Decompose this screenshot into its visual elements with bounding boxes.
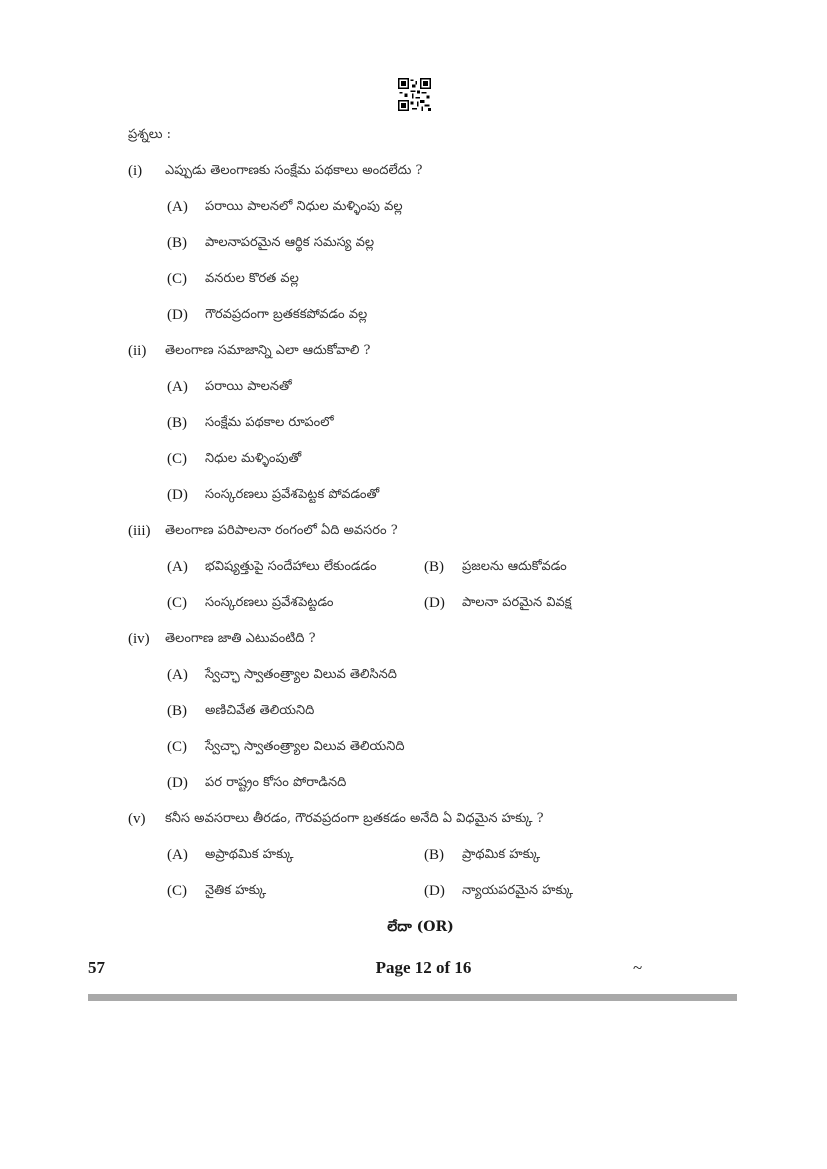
or-separator: లేదా (OR) — [387, 919, 454, 935]
option-row — [0, 225, 827, 261]
option-text: పర రాష్ట్రం కోసం పోరాడినది — [205, 775, 347, 790]
question-row — [0, 513, 827, 549]
question-text: ఎప్పుడు తెలంగాణకు సంక్షేమ పథకాలు అందలేదు ? — [165, 163, 423, 178]
question-section — [0, 117, 827, 945]
option-text: వనరుల కొరత వల్ల — [205, 271, 299, 286]
footer-mark: ~ — [633, 958, 643, 977]
option-text: స్వేచ్ఛా స్వాతంత్ర్యాల విలువ తెలియనిది — [205, 739, 405, 754]
option-label: (C) — [167, 271, 187, 287]
option-row — [0, 441, 827, 477]
option-label: (B) — [167, 703, 187, 719]
option-label: (B) — [424, 847, 444, 863]
option-label: (A) — [167, 199, 188, 215]
footer-rule — [88, 994, 737, 1001]
question-row — [0, 621, 827, 657]
option-text: న్యాయపరమైన హక్కు — [462, 883, 574, 898]
question-row — [0, 153, 827, 189]
paper-code: 57 — [88, 958, 105, 977]
option-text: గౌరవప్రదంగా బ్రతకకపోవడం వల్ల — [205, 307, 368, 322]
page-number: Page 12 of 16 — [375, 958, 472, 977]
option-row — [0, 693, 827, 729]
page-footer — [0, 958, 827, 984]
option-label: (B) — [167, 235, 187, 251]
section-header: ప్రశ్నలు : — [128, 127, 171, 142]
option-label: (C) — [167, 883, 187, 899]
option-text: సంస్కరణలు ప్రవేశపెట్టక పోవడంతో — [205, 487, 380, 502]
option-row — [0, 405, 827, 441]
option-text: ప్రజలను ఆదుకోవడం — [462, 559, 567, 574]
option-row — [0, 837, 827, 873]
option-row — [0, 657, 827, 693]
option-label: (C) — [167, 595, 187, 611]
option-label: (D) — [167, 487, 188, 503]
option-row — [0, 765, 827, 801]
option-label: (D) — [424, 595, 445, 611]
option-row — [0, 873, 827, 909]
question-number: (i) — [128, 163, 143, 179]
question-text: కనీస అవసరాలు తీరడం, గౌరవప్రదంగా బ్రతకడం అనేది ఏ విధమైన హక్కు ? — [165, 811, 544, 826]
option-label: (D) — [167, 775, 188, 791]
option-text: నైతిక హక్కు — [205, 883, 267, 898]
option-label: (B) — [167, 415, 187, 431]
option-row — [0, 261, 827, 297]
question-text: తెలంగాణ జాతి ఎటువంటిది ? — [165, 631, 316, 646]
question-number: (ii) — [128, 343, 147, 359]
option-text: పరాయి పాలనలో నిధుల మళ్ళింపు వల్ల — [205, 199, 403, 214]
question-text: తెలంగాణ సమాజాన్ని ఎలా ఆదుకోవాలి ? — [165, 343, 371, 358]
option-text: పాలనాపరమైన ఆర్థిక సమస్య వల్ల — [205, 235, 375, 250]
option-text: సంస్కరణలు ప్రవేశపెట్టడం — [205, 595, 334, 610]
option-label: (B) — [424, 559, 444, 575]
option-text: స్వేచ్ఛా స్వాతంత్ర్యాల విలువ తెలిసినది — [205, 667, 397, 682]
question-number: (iv) — [128, 631, 150, 647]
option-row — [0, 549, 827, 585]
question-number: (v) — [128, 811, 146, 827]
option-text: ప్రాథమిక హక్కు — [462, 847, 541, 862]
option-text: నిధుల మళ్ళింపుతో — [205, 451, 302, 466]
option-row — [0, 585, 827, 621]
option-text: సంక్షేమ పథకాల రూపంలో — [205, 415, 334, 430]
question-number: (iii) — [128, 523, 151, 539]
option-text: పాలనా పరమైన వివక్ష — [462, 595, 572, 610]
qr-code — [398, 78, 431, 111]
option-row — [0, 189, 827, 225]
option-row — [0, 729, 827, 765]
option-label: (C) — [167, 451, 187, 467]
option-label: (D) — [167, 307, 188, 323]
option-label: (A) — [167, 847, 188, 863]
option-text: భవిష్యత్తుపై సందేహాలు లేకుండడం — [205, 559, 377, 574]
option-label: (C) — [167, 739, 187, 755]
option-label: (A) — [167, 379, 188, 395]
question-text: తెలంగాణ పరిపాలనా రంగంలో ఏది అవసరం ? — [165, 523, 398, 538]
option-text: అణిచివేత తెలియనిది — [205, 703, 315, 718]
option-row — [0, 297, 827, 333]
question-row — [0, 801, 827, 837]
question-row — [0, 333, 827, 369]
option-row — [0, 477, 827, 513]
option-label: (A) — [167, 667, 188, 683]
question-list — [0, 153, 827, 909]
option-label: (A) — [167, 559, 188, 575]
option-text: పరాయి పాలనతో — [205, 379, 292, 394]
option-label: (D) — [424, 883, 445, 899]
option-row — [0, 369, 827, 405]
section-header-row — [0, 117, 827, 153]
option-text: అప్రాథమిక హక్కు — [205, 847, 294, 862]
